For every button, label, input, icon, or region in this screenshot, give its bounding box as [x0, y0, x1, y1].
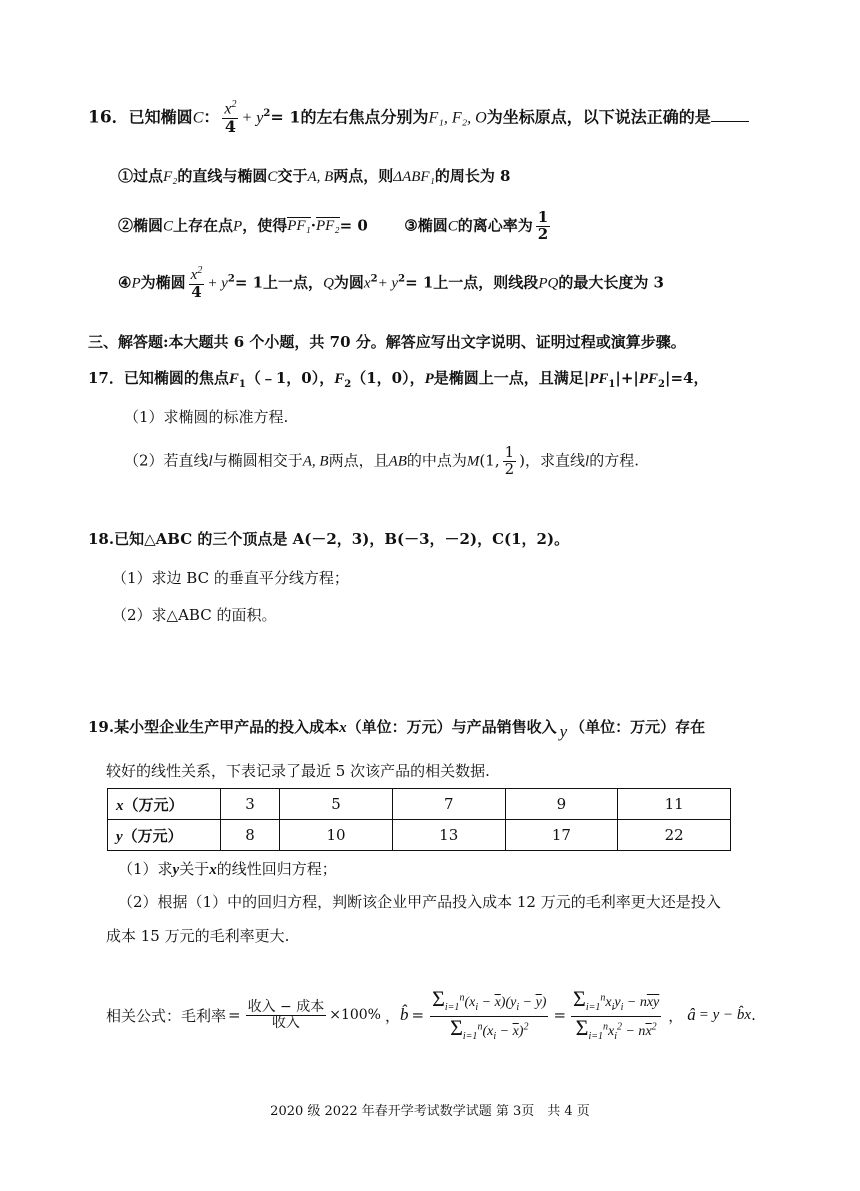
- table-cell: 5: [280, 789, 393, 820]
- table-cell: 7: [392, 789, 505, 820]
- vector-pf2: PF₂: [316, 218, 340, 235]
- table-cell: 17: [505, 820, 618, 851]
- a-formula: = y − b̂x: [698, 1006, 752, 1023]
- q16-option-2-3: ②椭圆C上存在点P，使得PF₁·PF₂= 0 ③椭圆C的离心率为 $\frac{1}{2}$: [118, 208, 549, 243]
- table-header-y: y（万元）: [108, 820, 221, 851]
- table-cell: 13: [392, 820, 505, 851]
- table-row: [108, 789, 731, 820]
- table-row: [108, 820, 731, 851]
- table-cell: 22: [618, 820, 731, 851]
- q16-opt4-fraction: $\frac{x^2}{4}$: [190, 265, 203, 301]
- answer-blank[interactable]: [711, 121, 749, 122]
- regression-b-fraction-1: $\frac{\Sigma_{i=1}^n(x_i - \overline{x})(y_i - \overline{y})}{\Sigma_{i=1}^n(x_i - \overline{x})^2}$: [432, 986, 547, 1042]
- a-hat: â: [687, 1005, 696, 1024]
- vector-pf1: PF₁: [287, 218, 311, 235]
- b-hat: b̂: [400, 1005, 409, 1024]
- table-cell: 3: [221, 789, 280, 820]
- q18-stem: 18.已知△ABC 的三个顶点是 A(－2，3)，B(－3，－2)，C(1，2)。: [88, 530, 570, 548]
- data-table: [107, 788, 731, 851]
- table-cell: 11: [618, 789, 731, 820]
- q17-part1: （1）求椭圆的标准方程.: [124, 408, 289, 426]
- q16-ellipse-fraction: $\frac{x^2}{4}$: [224, 99, 237, 137]
- formula-line: 相关公式：毛利率 = $\frac{\text{收入 − 成本}}{\text{收入}}$ ×100% ， b̂ = $\frac{\Sigma_{i=1}^n(x_i - \overline{x})(y_i - \overline{y})}{\Sigma_{i=1}^n(x_i - \overline{x})^2}$ = $\frac{\Sigma_{i=1}^nx_iy_i - n\overline{x}\overline{y}}{\Sigma_{i=1}^nx_i^2 - n\overline{x}^2}$ ， â = y − b̂x .: [106, 986, 756, 1042]
- formula-label: 相关公式：毛利率: [106, 1006, 227, 1025]
- table-header-x: x（万元）: [108, 789, 221, 820]
- q18-part2: （2）求△ABC 的面积。: [112, 606, 277, 624]
- table-cell: 9: [505, 789, 618, 820]
- q18-part1: （1）求边 BC 的垂直平分线方程；: [112, 569, 349, 587]
- q16-option-4: ④P为椭圆 $\frac{x^2}{4}$ + $y^2= 1$上一点，Q为圆$x^2+ y^2= 1$上一点，则线段PQ的最大长度为 3: [118, 265, 664, 301]
- q17-part2: （2）若直线l与椭圆相交于A, B两点，且AB的中点为M(1, $\frac{1}{2}$ )，求直线l的方程.: [124, 443, 639, 478]
- q19-part2-line2: 成本 15 万元的毛利率更大.: [106, 927, 290, 945]
- table-cell: 10: [280, 820, 393, 851]
- q16-option-1: ①过点F₂的直线与椭圆C交于A, B两点，则ΔABF₁的周长为 8: [118, 167, 511, 185]
- q19-part1: （1）求y关于x的线性回归方程；: [118, 860, 337, 878]
- gross-margin-fraction: $\frac{\text{收入 − 成本}}{\text{收入}}$: [247, 998, 325, 1031]
- section-heading: 三、解答题:本大题共 6 个小题，共 70 分。解答应写出文字说明、证明过程或演算步骤。: [88, 333, 686, 351]
- eccentricity-fraction: $\frac{1}{2}$: [537, 208, 549, 243]
- table-cell: 8: [221, 820, 280, 851]
- regression-b-fraction-2: $\frac{\Sigma_{i=1}^nx_iy_i - n\overline{x}\overline{y}}{\Sigma_{i=1}^nx_i^2 - n\overline{x}^2}$: [573, 986, 660, 1042]
- q19-stem: 19.某小型企业生产甲产品的投入成本x（单位：万元）与产品销售收入 y （单位：万元）存在: [88, 718, 706, 741]
- q19-part2-line1: （2）根据（1）中的回归方程，判断该企业甲产品投入成本 12 万元的毛利率更大还是投入: [118, 893, 721, 911]
- q16-number: 16．: [88, 107, 129, 128]
- q16-stem: 16．已知椭圆C： $\frac{x^2}{4}$ + $y^2= 1$的左右焦点分别为F₁, F₂, O为坐标原点，以下说法正确的是: [88, 100, 749, 136]
- page-footer: 2020 级 2022 年春开学考试数学试题 第 3页 共 4 页: [270, 1104, 590, 1119]
- q17-stem: 17．已知椭圆的焦点$F_1(﹣1$，0），$F_2(1$，0），P是椭圆上一点，且满足$|PF_1|+|PF_2|=4$，: [88, 369, 709, 390]
- midpoint-fraction: $\frac{1}{2}$: [504, 443, 515, 478]
- q19-stem-line2: 较好的线性关系，下表记录了最近 5 次该产品的相关数据.: [106, 762, 490, 780]
